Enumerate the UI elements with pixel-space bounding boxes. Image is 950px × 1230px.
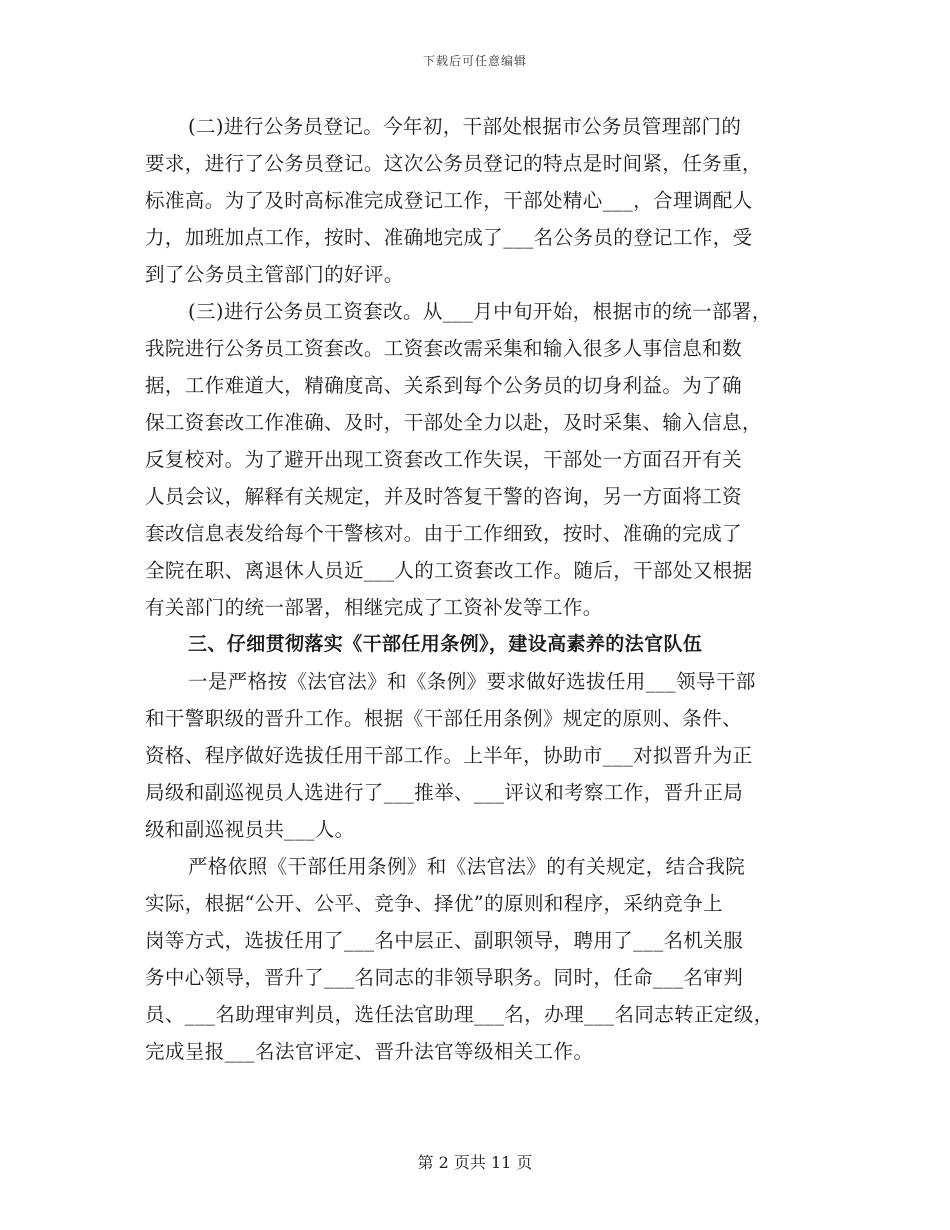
text-line: 资格、程序做好选拔任用干部工作。上半年，协助市___对拟晋升为正 (145, 744, 753, 767)
text-line: 力，加班加点工作，按时、准确地完成了___名公务员的登记工作，受 (145, 226, 753, 249)
page-number: 第 2 页共 11 页 (417, 1153, 533, 1172)
text-line: 有关部门的统一部署，相继完成了工资补发等工作。 (145, 596, 603, 619)
text-line: 人员会议，解释有关规定，并及时答复干警的咨询，另一方面将工资 (145, 485, 743, 508)
text-line: 全院在职、离退休人员近___人的工资套改工作。随后，干部处又根据 (145, 559, 753, 582)
section-heading: 三、仔细贯彻落实《干部任用条例》，建设高素养的法官队伍 (188, 633, 703, 655)
text-line: 实际，根据“公开、公平、竞争、择优”的原则和程序，采纳竞争上 (145, 892, 723, 915)
text-line: 严格依照《干部任用条例》和《法官法》的有关规定，结合我院 (188, 855, 746, 878)
text-line: 反复校对。为了避开出现工资套改工作失误，干部处一方面召开有关 (145, 448, 743, 471)
text-line: 和干警职级的晋升工作。根据《干部任用条例》规定的原则、条件、 (145, 707, 743, 730)
page-header-note: 下载后可任意编辑 (422, 54, 527, 68)
text-line: 标准高。为了及时高标准完成登记工作，干部处精心___，合理调配人 (145, 189, 753, 212)
text-line: 局级和副巡视员人选进行了___推举、___评议和考察工作，晋升正局 (145, 781, 744, 804)
text-line: 岗等方式，选拔任用了___名中层正、副职领导，聘用了___名机关服 (145, 929, 744, 952)
text-line: 员、___名助理审判员，选任法官助理___名，办理___名同志转正定级， (145, 1003, 774, 1026)
paragraph-civil-servant-registration (145, 108, 825, 293)
document-body (145, 108, 825, 1070)
text-line: (二)进行公务员登记。今年初，干部处根据市公务员管理部门的 (188, 115, 742, 138)
text-line: 完成呈报___名法官评定、晋升法官等级相关工作。 (145, 1040, 594, 1063)
paragraph-selection-appointment (145, 663, 825, 848)
text-line: 务中心领导，晋升了___名同志的非领导职务。同时，任命___名审判 (145, 966, 744, 989)
text-line: 我院进行公务员工资套改。工资套改需采集和输入很多人事信息和数 (145, 337, 743, 360)
text-line: 要求，进行了公务员登记。这次公务员登记的特点是时间紧，任务重， (145, 152, 762, 175)
text-line: 套改信息表发给每个干警核对。由于工作细致，按时、准确的完成了 (145, 522, 743, 545)
text-line: 据，工作难道大，精确度高、关系到每个公务员的切身利益。为了确 (145, 374, 743, 397)
text-line: 保工资套改工作准确、及时，干部处全力以赴，及时采集、输入信息， (145, 411, 762, 434)
text-line: (三)进行公务员工资套改。从___月中旬开始，根据市的统一部署， (188, 300, 772, 323)
text-line: 到了公务员主管部门的好评。 (145, 263, 404, 286)
text-line: 一是严格按《法官法》和《条例》要求做好选拔任用___领导干部 (188, 670, 756, 693)
text-line: 级和副巡视员共___人。 (145, 818, 355, 841)
paragraph-salary-reform (145, 293, 825, 626)
paragraph-strict-compliance (145, 848, 825, 1070)
